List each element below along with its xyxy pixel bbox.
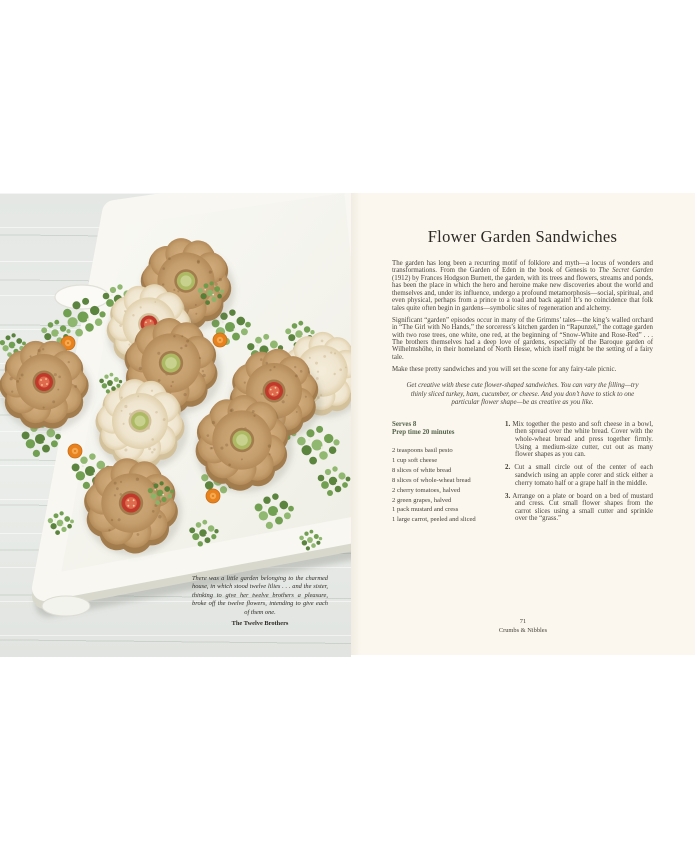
step-item [505,421,653,459]
page-footer [351,618,695,636]
steps-column [505,421,653,529]
step-item [505,493,653,523]
ingredient-item: 1 pack mustard and cress [392,506,459,514]
story-quote [192,575,328,628]
step-number: 1. [505,420,511,428]
intro-paragraph-1 [392,260,653,312]
small-dish [55,285,109,309]
serves-label: Serves 8 [392,420,417,428]
step-item [505,464,653,487]
ingredient-item: 8 slices of whole-wheat bread [392,476,471,484]
recipe-columns [392,421,653,529]
flower-sandwich [2,341,87,423]
ingredient-item: 2 teaspoons basil pesto [392,447,453,455]
recipe-note: Get creative with these cute flower-shaped sandwiches. You can vary the filling—try thinly sliced turkey, ham, cucumber, or cheese. And you don’t have to stick to one particular flower shape—be as creative as you like. [406,382,639,407]
carrot-slice [68,444,82,458]
intro-paragraph-3: Make these pretty sandwiches and you will set the scene for any fairy-tale picnic. [392,365,617,373]
carrot-slice [206,489,220,503]
ingredient-item: 8 slices of white bread [392,466,452,474]
intro-paragraph-2: Significant “garden” episodes occur in many of the Grimms’ tales—the king’s walled orchard in “The Girl with No Hands,” the sorceress’s kitchen garden in “Rapunzel,” the cottage garden with two rose trees, one white, one red, at the beginning of “Snow-White and Rose-Red” . . . The brothers themselves had a deep love of gardens, especially of the Baroque garden of Wilhelmshöhe, in their homeland of North Hesse, which itself might be the setting of a fairy tale. [392,316,653,361]
ingredient-item: 1 large carrot, peeled and sliced [392,516,476,524]
intro-paragraph-1-end: (1912) by Frances Hodgson Burnett, the garden, with its trees and flowers, streams and ponds, has been the place in which the hero and heroine make new discoveries about the world and themselves and, under its influence, undergo a profound metamorphosis—social, spiritual, and even physical, perhaps from a prince to a toad and back again! It’s no coincidence that folk tales quite often begin in gardens—symbolic sites of regeneration and alchemy. [392,274,653,312]
carrot-slice [213,333,227,347]
small-dish [42,596,90,616]
ingredients-column [392,421,500,529]
ingredient-item: 2 cherry tomatoes, halved [392,486,461,494]
recipe-title: Flower Garden Sandwiches [427,227,618,246]
step-text: Cut a small circle out of the center of each sandwich using an apple corer and stick either a cherry tomato half or a grape half in the middle. [514,464,653,487]
page-number: 71 [519,618,527,625]
chapter-name: Crumbs & Nibbles [498,626,548,634]
book-title-italic: The Secret Garden [598,267,653,275]
intro-paragraph-1-start: The garden has long been a recurring motif of folklore and myth—a locus of wonders and transformations. From the Garden of Eden in the book of Genesis to [392,260,653,275]
ingredient-item: 2 green grapes, halved [392,496,452,504]
ingredient-list [392,446,500,525]
photo-page [0,193,351,657]
step-text: Arrange on a plate or board on a bed of mustard and cress. Cut small flower shapes from the carrot slices using a small cutter and sprinkle over the “grass.” [512,492,654,523]
prep-time-label: Prep time 20 minutes [392,429,455,437]
step-number: 2. [505,464,511,472]
quote-text: There was a little garden belonging to the charmed house, in which stood twelve lilies . . . and the sister, thinking to give her twelve brothers a pleasure, broke off the twelve flowers, intending to give each of them one. [192,575,328,616]
ingredient-item: 1 cup soft cheese [392,456,438,464]
quote-attribution: The Twelve Brothers [231,620,289,628]
book-spread [0,193,700,659]
step-number: 3. [505,492,511,500]
step-text: Mix together the pesto and soft cheese in a bowl, then spread over the white bread. Cover with the whole-wheat bread and press together firmly. Using a medium-size cutter, cut out as many flower shapes as you can. [512,420,653,459]
recipe-page [351,193,695,655]
